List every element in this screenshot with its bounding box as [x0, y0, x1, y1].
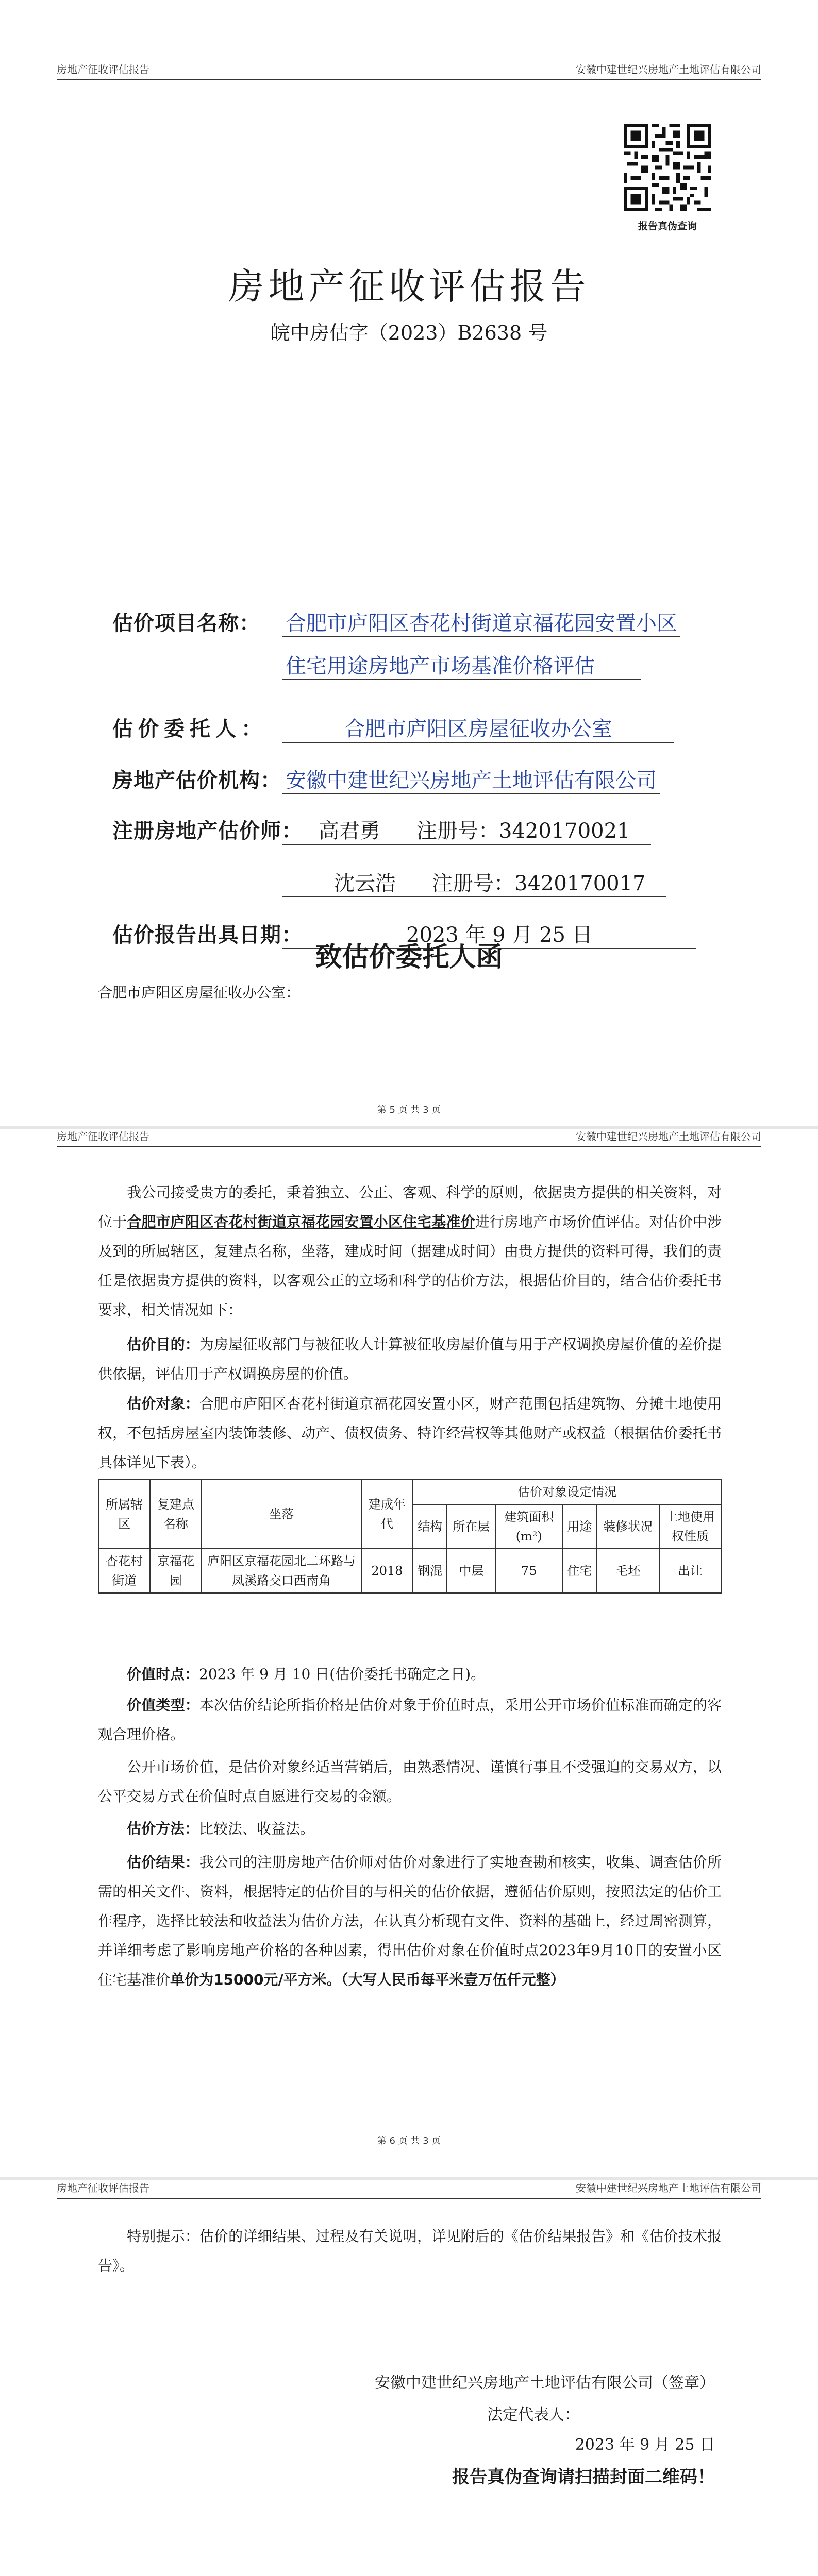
th-location: 坐落 — [202, 1480, 361, 1549]
th-structure: 结构 — [413, 1504, 447, 1549]
project-name-line1: 合肥市庐阳区杏花村街道京福花园安置小区 — [282, 611, 680, 637]
letter-title: 致估价委托人函 — [315, 942, 503, 973]
client-name: 合肥市庐阳区房屋征收办公室 — [282, 716, 674, 743]
letter-intro: 我公司接受贵方的委托，秉着独立、公正、客观、科学的原则，依据贵方提供的相关资料，对位于合肥市庐阳区杏花村街道京福花园安置小区住宅基准价进行房地产市场价值评估。对估价中涉及到的所属辖区，复建点名称，坐落，建成时间（据建成时间）由贵方提供的资料可得，我们的责任是依据贵方提供的资料，以客观公正的立场和科学的估价方法，根据估价目的，结合估价委托书要求，相关情况如下： — [98, 1184, 722, 1318]
header-right: 安徽中建世纪兴房地产土地评估有限公司 — [576, 63, 761, 76]
letter-purpose: 估价目的：为房屋征收部门与被征收人计算被征收房屋价值与用于产权调换房屋价值的差价提供依据，评估用于产权调换房屋的价值。 — [98, 1336, 722, 1382]
org-label: 房地产估价机构： — [112, 769, 281, 792]
page-footer-5: 第 5 页 共 3 页 — [377, 1105, 441, 1115]
th-setting: 估价对象设定情况 — [413, 1480, 721, 1504]
letter-addressee: 合肥市庐阳区房屋征收办公室： — [98, 984, 301, 1001]
project-row — [112, 611, 680, 637]
sign-date: 2023 年 9 月 25 日 — [575, 2436, 715, 2454]
qr-caption: 报告真伪查询 — [638, 221, 697, 232]
valuer1-row — [112, 818, 651, 845]
page-footer-6: 第 6 页 共 3 页 — [377, 2136, 441, 2146]
valuer2-row — [282, 871, 666, 897]
letter-method: 估价方法：比较法、收益法。 — [127, 1820, 315, 1837]
th-year: 建成年代 — [361, 1480, 413, 1549]
valuation-object-table — [98, 1479, 722, 1594]
letter-value-date: 价值时点：2023 年 9 月 10 日(估价委托书确定之日)。 — [127, 1666, 486, 1683]
document-number: 皖中房估字（2023）B2638 号 — [270, 321, 548, 344]
company-seal: 安徽中建世纪兴房地产土地评估有限公司（签章） — [375, 2374, 715, 2392]
letter-market-value: 公开市场价值，是估价对象经适当营销后，由熟悉情况、谨慎行事且不受强迫的交易双方，以公平交易方式在价值时点自愿进行交易的金额。 — [98, 1758, 722, 1805]
letter-result: 估价结果：我公司的注册房地产估价师对估价对象进行了实地查勘和核实，收集、调查估价所需的相关文件、资料，根据特定的估价目的与相关的估价依据，遵循估价原则，按照法定的估价工作程序，选择比较法和收益法为估价方法，在认真分析现有文件、资料的基础上，经过周密测算，并详细考虑了影响房地产价格的各种因素，得出估价对象在价值时点2023年9月10日的安置小区住宅基准价单价为15000元/平方米。（大写人民币每平米壹万伍仟元整） — [98, 1854, 722, 1988]
valuer1-name: 高君勇 注册号：3420170021 — [282, 818, 651, 845]
letter-value-type: 价值类型：本次估价结论所指价格是估价对象于价值时点，采用公开市场价值标准而确定的客观合理价格。 — [98, 1697, 722, 1743]
legal-representative: 法定代表人： — [487, 2406, 580, 2424]
th-decor: 装修状况 — [597, 1504, 659, 1549]
th-area: 建筑面积(m²) — [495, 1504, 562, 1549]
org-row — [112, 768, 660, 794]
qr-code-icon[interactable] — [624, 124, 711, 211]
page-header — [57, 62, 761, 80]
page-header: 房地产征收评估报告 安徽中建世纪兴房地产土地评估有限公司 — [57, 1129, 761, 1147]
project-name-line2: 住宅用途房地产市场基准价格评估 — [282, 653, 641, 680]
letter-object: 估价对象：合肥市庐阳区杏花村街道京福花园安置小区，财产范围包括建筑物、分摊土地使用权，不包括房屋室内装饰装修、动产、债权债务、特许经营权等其他财产或权益（根据估价委托书具体详见下表）。 — [98, 1395, 722, 1471]
page-header: 房地产征收评估报告 安徽中建世纪兴房地产土地评估有限公司 — [57, 2180, 761, 2199]
date-label: 估价报告出具日期： — [112, 923, 303, 947]
th-district: 所属辖区 — [98, 1480, 150, 1549]
client-label: 估价委托人： — [112, 717, 267, 741]
special-note: 特别提示：估价的详细结果、过程及有关说明，详见附后的《估价结果报告》和《估价技术报告》。 — [98, 2228, 722, 2274]
header-left: 房地产征收评估报告 — [57, 63, 149, 76]
th-right: 土地使用权性质 — [659, 1504, 721, 1549]
client-row — [112, 716, 674, 743]
th-use: 用途 — [562, 1504, 596, 1549]
valuer-label: 注册房地产估价师： — [112, 819, 303, 843]
verify-notice: 报告真伪查询请扫描封面二维码！ — [452, 2467, 715, 2487]
report-date: 2023 年 9 月 25 日 — [282, 922, 696, 949]
report-title: 房地产征收评估报告 — [228, 265, 590, 308]
letter-page-7 — [0, 2180, 818, 2576]
letter-page-6 — [0, 1129, 818, 2177]
project-row-2 — [282, 653, 641, 680]
th-floor: 所在层 — [447, 1504, 495, 1549]
project-label: 估价项目名称： — [112, 612, 260, 635]
letter-page-5 — [0, 927, 818, 1133]
th-site: 复建点名称 — [150, 1480, 202, 1549]
valuer2-name: 沈云浩 注册号：3420170017 — [282, 871, 666, 897]
table-row: 杏花村街道 京福花园 庐阳区京福花园北二环路与凤溪路交口西南角 2018 钢混 中层 75 住宅 毛坯 出让 — [98, 1549, 721, 1593]
org-name: 安徽中建世纪兴房地产土地评估有限公司 — [282, 768, 660, 794]
